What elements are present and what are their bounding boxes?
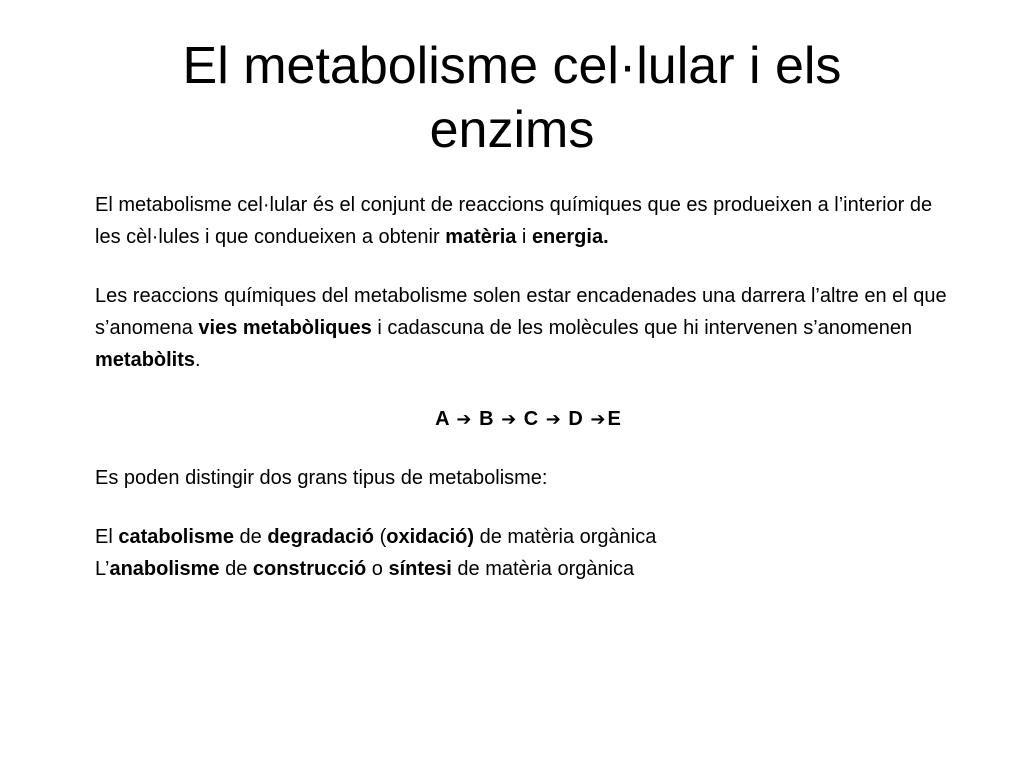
keyword-metabolits: metabòlits xyxy=(95,349,196,371)
definition-text-2: i xyxy=(516,226,532,248)
definition-text-1: El metabolisme cel·lular és el conjunt de reaccions químiques que es produeixen a l’interior de les cèl·lules i que condueixen a obtenir xyxy=(95,194,933,248)
keyword-construccio: construcció xyxy=(252,558,367,580)
metabolite-d: D xyxy=(568,408,583,430)
anabolism-text-2: de xyxy=(219,558,253,580)
catabolism-text-1: El xyxy=(95,526,119,548)
metabolite-e: E xyxy=(607,408,621,430)
keyword-anabolisme: anabolisme xyxy=(109,558,220,580)
spacer xyxy=(95,376,961,403)
catabolism-text-4: de matèria orgànica xyxy=(474,526,657,548)
title-line-2: enzims xyxy=(429,101,595,159)
keyword-degradacio: degradació xyxy=(267,526,375,548)
catabolism-text-2: de xyxy=(233,526,268,548)
keyword-materia: matèria xyxy=(445,226,517,248)
spacer xyxy=(95,435,961,462)
pathways-text-1: Les reaccions químiques del metabolisme solen estar encadenades una darrera l’altre en el que s’anomena xyxy=(95,285,947,339)
catabolism-text-3: ( xyxy=(374,526,387,548)
paragraph-definition xyxy=(95,189,961,253)
spacer xyxy=(95,253,961,280)
metabolite-b: B xyxy=(479,408,494,430)
keyword-vies-metaboliques: vies metabòliques xyxy=(198,317,372,339)
slide-body xyxy=(95,189,961,585)
keyword-sintesi: síntesi xyxy=(388,558,452,580)
metabolite-a: A xyxy=(435,408,449,430)
anabolism-text-3: o xyxy=(366,558,389,580)
pathways-text-3: . xyxy=(195,349,201,371)
anabolism-line xyxy=(95,553,961,585)
arrow-right-icon: ➔ xyxy=(590,409,606,429)
slide-title xyxy=(100,34,924,162)
anabolism-text-4: de matèria orgànica xyxy=(451,558,635,580)
paragraph-types-intro: Es poden distingir dos grans tipus de metabolisme: xyxy=(95,467,548,489)
metabolite-c: C xyxy=(523,408,539,430)
arrow-right-icon: ➔ xyxy=(545,409,561,429)
arrow-right-icon: ➔ xyxy=(501,409,517,429)
arrow-right-icon: ➔ xyxy=(456,409,472,429)
paragraph-pathways xyxy=(95,280,961,376)
anabolism-text-1: L’ xyxy=(95,558,110,580)
spacer xyxy=(95,494,961,521)
title-line-1: El metabolisme cel·lular i els xyxy=(182,37,842,95)
keyword-oxidacio: oxidació) xyxy=(386,526,475,548)
catabolism-line xyxy=(95,521,961,553)
reaction-chain xyxy=(95,403,961,435)
keyword-energia: energia. xyxy=(531,226,609,248)
keyword-catabolisme: catabolisme xyxy=(118,526,234,548)
pathways-text-2: i cadascuna de les molècules que hi intervenen s’anomenen xyxy=(371,317,913,339)
